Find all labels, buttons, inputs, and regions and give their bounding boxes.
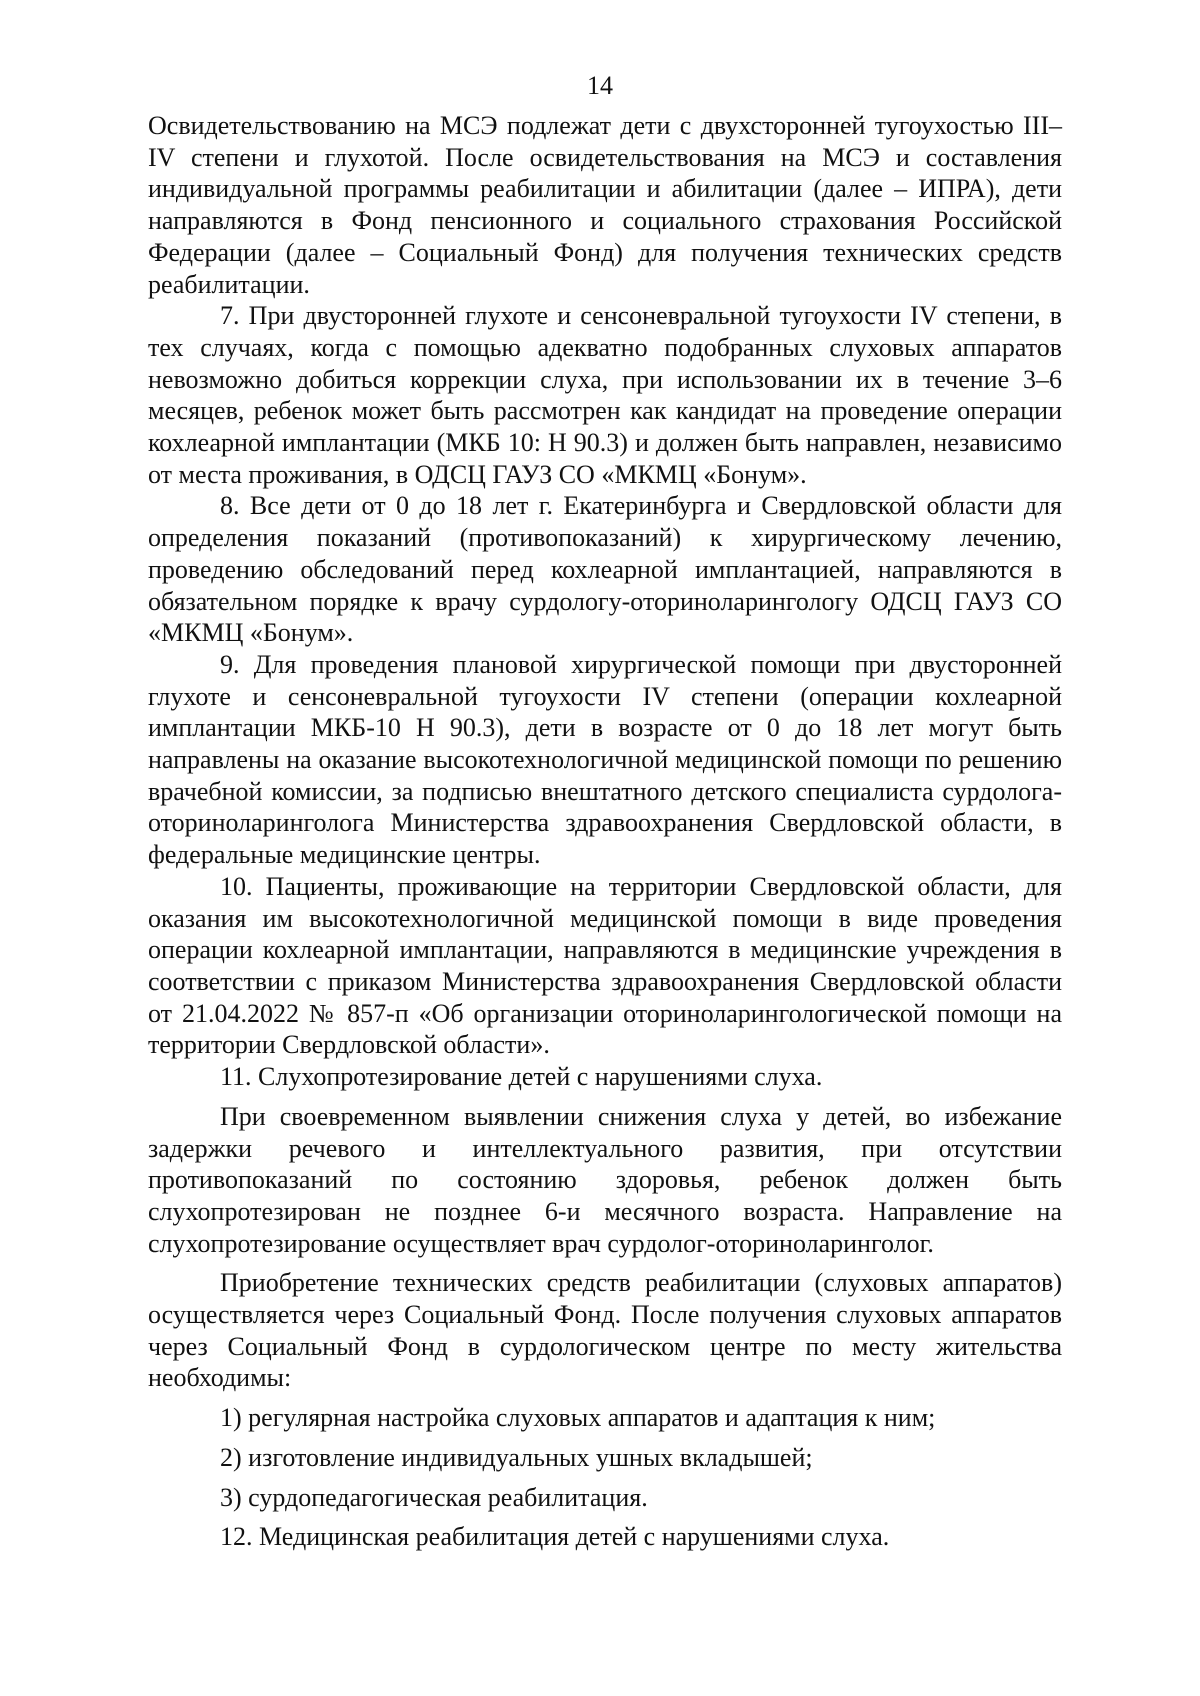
paragraph-item-12-heading: 12. Медицинская реабилитация детей с нарушениями слуха. (220, 1522, 890, 1552)
list-item-2: 2) изготовление индивидуальных ушных вкладышей; (220, 1442, 813, 1472)
page-number: 14 (587, 71, 613, 100)
list-item-3: 3) сурдопедагогическая реабилитация. (220, 1482, 648, 1512)
document-body (148, 110, 1062, 1553)
paragraph-hearing-aid-timing: При своевременном выявлении снижения слуха у детей, во избежание задержки речевого и интеллектуального развития, при отсутствии противопоказаний по состоянию здоровья, ребенок должен быть слухопротезирован не позднее 6-и месячного возраста. Направление на слухопротезирование осуществляет врач сурдолог-оториноларинголог. (148, 1101, 1062, 1258)
paragraph-msa-examination: Освидетельствованию на МСЭ подлежат дети с двухсторонней тугоухостью III–IV степени и глухотой. После освидетельствования на МСЭ и составления индивидуальной программы реабилитации и абилитации (далее – ИПРА), дети направляются в Фонд пенсионного и социального страхования Российской Федерации (далее – Социальный Фонд) для получения технических средств реабилитации. (148, 111, 1062, 299)
paragraph-item-7: 7. При двусторонней глухоте и сенсоневральной тугоухости IV степени, в тех случаях, когда с помощью адекватно подобранных слуховых аппаратов невозможно добиться коррекции слуха, при использовании их в течение 3–6 месяцев, ребенок может быть рассмотрен как кандидат на проведение операции кохлеарной имплантации (МКБ 10: Н 90.3) и должен быть направлен, независимо от места проживания, в ОДСЦ ГАУЗ СО «МКМЦ «Бонум». (148, 301, 1062, 489)
paragraph-item-8: 8. Все дети от 0 до 18 лет г. Екатеринбурга и Свердловской области для определения показаний (противопоказаний) к хирургическому лечению, проведению обследований перед кохлеарной имплантацией, направляются в обязательном порядке к врачу сурдологу-оториноларингологу ОДСЦ ГАУЗ СО «МКМЦ «Бонум». (148, 491, 1062, 648)
paragraph-item-11-heading: 11. Слухопротезирование детей с нарушениями слуха. (220, 1062, 823, 1092)
paragraph-item-9: 9. Для проведения плановой хирургической помощи при двусторонней глухоте и сенсоневральной тугоухости IV степени (операции кохлеарной имплантации МКБ-10 Н 90.3), дети в возрасте от 0 до 18 лет могут быть направлены на оказание высокотехнологичной медицинской помощи по решению врачебной комиссии, за подписью внештатного детского специалиста сурдолога-оториноларинголога Министерства здравоохранения Свердловской области, в федеральные медицинские центры. (148, 649, 1062, 870)
list-item-1: 1) регулярная настройка слуховых аппаратов и адаптация к ним; (220, 1403, 936, 1433)
paragraph-technical-means: Приобретение технических средств реабилитации (слуховых аппаратов) осуществляется через Социальный Фонд. После получения слуховых аппаратов через Социальный Фонд в сурдологическом центре по месту жительства необходимы: (148, 1268, 1062, 1393)
paragraph-item-10: 10. Пациенты, проживающие на территории Свердловской области, для оказания им высокотехнологичной медицинской помощи в виде проведения операции кохлеарной имплантации, направляются в медицинские учреждения в соответствии с приказом Министерства здравоохранения Свердловской области от 21.04.2022 № 857-п «Об организации оториноларингологической помощи на территории Свердловской области». (148, 871, 1062, 1060)
